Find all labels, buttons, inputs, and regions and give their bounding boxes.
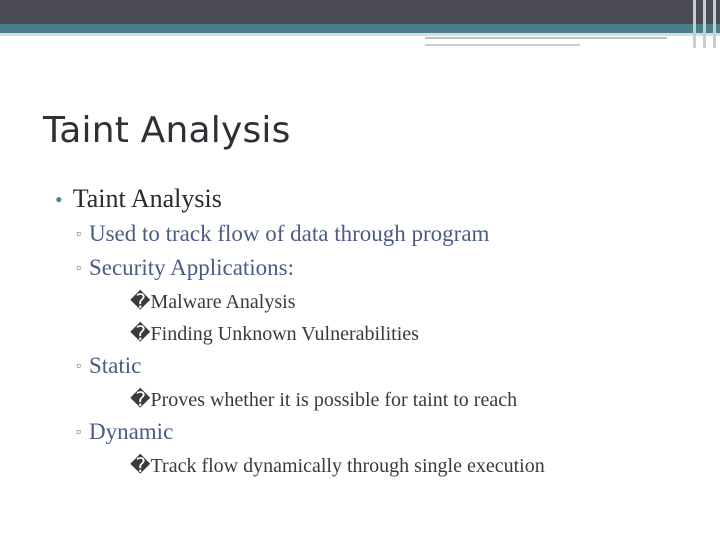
bullet-level3 xyxy=(130,321,419,346)
bullet-level2 xyxy=(76,255,294,281)
header-teal-band xyxy=(0,24,720,33)
replacement-glyph-icon: � xyxy=(130,323,151,345)
bullet-level2 xyxy=(76,221,489,247)
square-bullet-icon: ▫ xyxy=(76,425,81,440)
bullet-text: Dynamic xyxy=(88,419,174,444)
replacement-glyph-icon: � xyxy=(130,291,151,313)
header-dark-band xyxy=(0,0,720,24)
square-bullet-icon: ▫ xyxy=(76,227,81,242)
bullet-level1 xyxy=(55,184,222,214)
bullet-level2 xyxy=(76,353,141,379)
bullet-level2 xyxy=(76,419,173,445)
bullet-text: Finding Unknown Vulnerabilities xyxy=(150,323,419,345)
header-light-band xyxy=(0,33,720,36)
bullet-text: Used to track flow of data through program xyxy=(88,221,490,246)
bullet-text: Proves whether it is possible for taint to reach xyxy=(150,389,518,411)
header-accent-line xyxy=(425,44,580,46)
replacement-glyph-icon: � xyxy=(130,389,151,411)
bullet-text: Taint Analysis xyxy=(72,184,222,213)
header-edge-stripe xyxy=(693,0,696,48)
bullet-level3 xyxy=(130,387,517,412)
bullet-level3 xyxy=(130,289,296,314)
slide-title: Taint Analysis xyxy=(43,110,291,151)
square-bullet-icon: ▫ xyxy=(76,359,81,374)
bullet-text: Static xyxy=(88,353,142,378)
bullet-text: Security Applications: xyxy=(88,255,295,280)
header-edge-stripe xyxy=(713,0,716,48)
replacement-glyph-icon: � xyxy=(130,455,151,477)
bullet-text: Track flow dynamically through single execution xyxy=(150,455,545,477)
slide-header-bar xyxy=(0,0,720,48)
header-edge-stripe xyxy=(703,0,706,48)
square-bullet-icon: ▫ xyxy=(76,261,81,276)
bullet-text: Malware Analysis xyxy=(150,291,296,313)
header-accent-line xyxy=(425,37,667,39)
bullet-level3 xyxy=(130,453,545,478)
bullet-dot-icon: • xyxy=(55,187,63,212)
